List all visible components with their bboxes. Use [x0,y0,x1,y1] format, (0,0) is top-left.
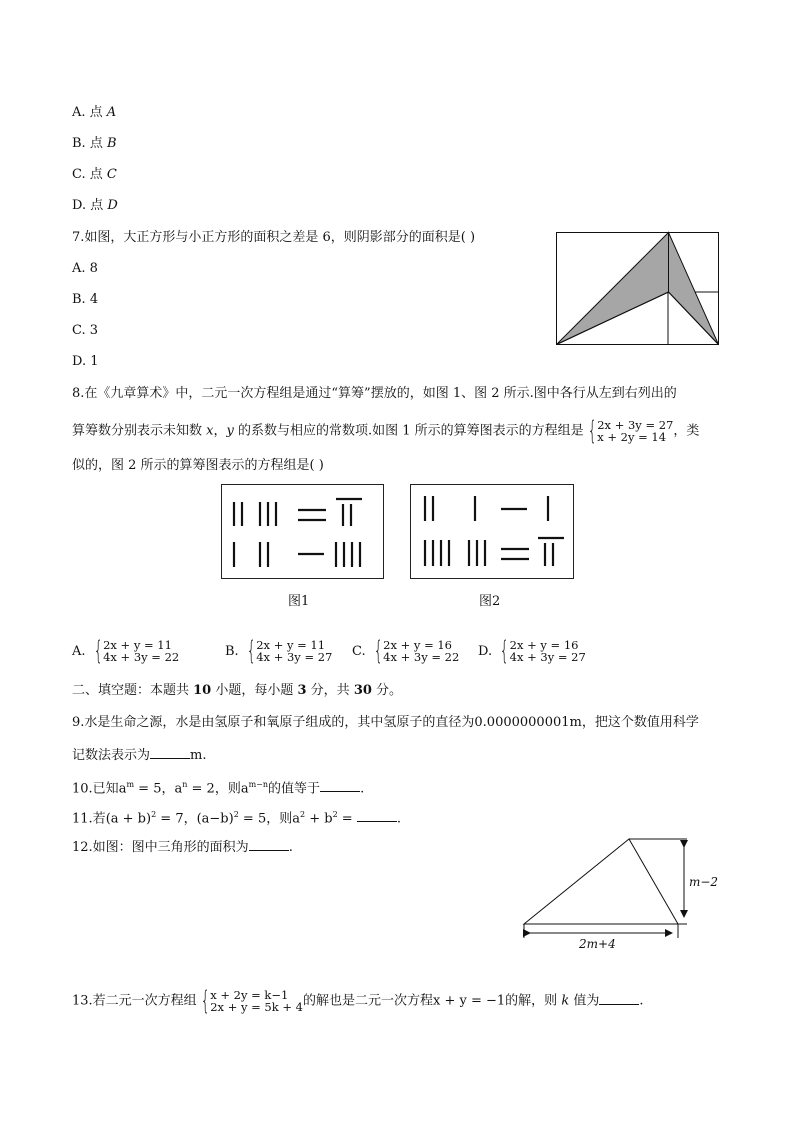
q8-line2: 算筹数分别表示未知数 x，y 的系数与相应的常数项.如图 1 所示的算筹图表示的方程组是 { 2x + 3y = 27 x + 2y = 14 ，类 [72,416,700,446]
shaded-triangle-upper [557,233,669,345]
figure-2-caption: 图2 [479,594,501,609]
q7-squares-figure [555,231,721,346]
q8-line1: 8.在《九章算术》中，二元一次方程组是通过“算筹”摆放的，如图 1、图 2 所示.图中各行从左到右列出的 [72,386,677,401]
q6-option-a: A. 点 A [72,105,117,120]
triangle [524,839,678,924]
counting-rods-figure-2 [410,484,574,579]
q8-example-system: { 2x + 3y = 27 x + 2y = 14 [587,416,674,446]
q9-line2: 记数法表示为 m. [72,745,206,765]
q8-option-b: B. { 2x + y = 11 4x + 3y = 27 [225,636,333,666]
q7-option-b: B. 4 [72,292,99,307]
q12-answer-blank [249,837,289,851]
q8-option-c: C. { 2x + y = 16 4x + 3y = 22 [352,636,460,666]
q10-line: 10.已知$a^m = 5$，$a^n = 2$，则$a^{m-n}$的值等于 . [72,780,365,797]
q13-line: 13.若二元一次方程组 { x + 2y = k−1 2x + y = 5k + 4 的解也是二元一次方程x + y = −1的解，则 k 值为 . [72,986,644,1016]
q6-option-c: C. 点 C [72,167,117,182]
section-2-heading: 二、填空题：本题共 10 小题，每小题 3 分，共 30 分。 [72,683,403,698]
q7-option-a: A. 8 [72,261,98,276]
shaded-triangle-lower [669,233,719,345]
figure-1-caption: 图1 [288,594,310,609]
q13-system: { x + 2y = k−1 2x + y = 5k + 4 [200,986,303,1016]
q6-option-b: B. 点 B [72,136,117,151]
q9-line1: 9.水是生命之源，水是由氢原子和氧原子组成的，其中氢原子的直径为0.0000000001m，把这个数值用科学 [72,715,699,730]
q12-triangle-figure [515,835,730,950]
q8-option-a: A. { 2x + y = 11 4x + 3y = 22 [72,636,180,666]
base-label: 2m+4 [579,937,616,950]
q7-option-d: D. 1 [72,354,99,369]
q8-option-d: D. { 2x + y = 16 4x + 3y = 27 [478,636,586,666]
q10-answer-blank [320,778,360,792]
q11-line: 11.若$(a + b)^2 = 7$，$(a-b)^2 = 5$，则$a^2 + b^2$ = . [72,810,401,827]
counting-rods-figure-1 [221,484,384,579]
q7-option-c: C. 3 [72,323,99,338]
q13-answer-blank [599,991,639,1005]
q11-answer-blank [357,808,397,822]
q9-answer-blank [150,745,190,759]
q12-line: 12.如图：图中三角形的面积为 . [72,837,293,857]
q8-line3: 似的，图 2 所示的算筹图表示的方程组是( ) [72,458,324,473]
q7-stem: 7.如图，大正方形与小正方形的面积之差是 6，则阴影部分的面积是( ) [72,230,476,245]
height-label: m−2 [689,875,719,889]
q6-option-d: D. 点 D [72,198,118,213]
